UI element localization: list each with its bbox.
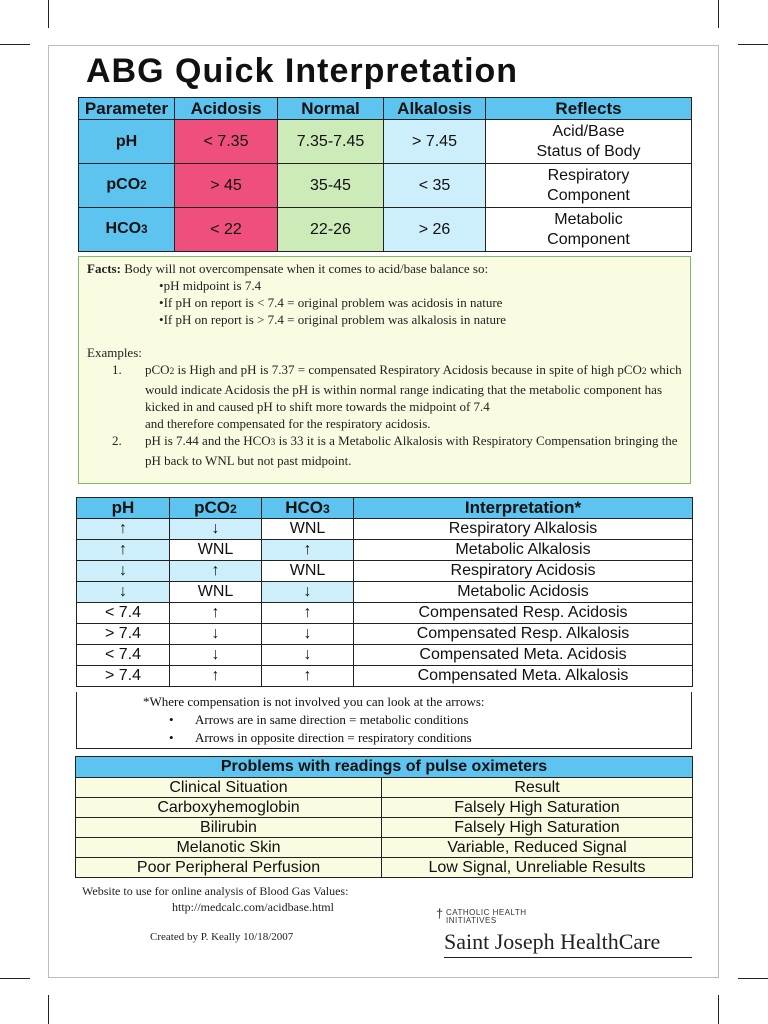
acidosis-cell: > 45 [175,164,278,208]
param-cell: pH [79,120,175,164]
param-cell [79,208,175,252]
ph-cell: < 7.4 [77,603,170,624]
ph-cell: < 7.4 [77,645,170,666]
table-row [76,838,693,858]
pco2-cell: WNL [170,540,262,561]
facts-intro-line [87,260,682,277]
result-cell: Falsely High Saturation [382,798,693,818]
down-arrow-icon: ↓ [170,645,262,666]
list-item: • pH midpoint is 7.4 [159,277,682,294]
subscript: 2 [230,502,237,516]
crop-mark [0,978,30,979]
reflects-line: Respiratory [547,166,630,184]
crop-mark [718,0,719,28]
arrows-note [76,692,692,749]
table-row [76,858,693,878]
subscript: 3 [270,438,276,448]
example-item [125,432,682,469]
subscript: 2 [641,367,647,377]
header-acidosis: Acidosis [175,98,278,120]
reflects-line: Component [547,186,630,204]
website-link[interactable]: http://medcalc.com/acidbase.html [172,900,334,914]
list-item: • If pH on report is < 7.4 = original problem was acidosis in nature [159,294,682,311]
table-row [77,624,693,645]
header-pco2 [170,498,262,519]
table-row [76,818,693,838]
header-interpretation: Interpretation* [354,498,693,519]
facts-intro: Body will not overcompensate when it comes to acid/base balance so: [124,261,489,276]
crop-mark [48,0,49,28]
param-text: pCO [106,176,141,193]
situation-cell: Bilirubin [76,818,382,838]
down-arrow-icon: ↓ [262,624,354,645]
crop-mark [48,995,49,1024]
facts-bullets [87,277,682,328]
hco3-cell: WNL [262,561,354,582]
table-row [77,582,693,603]
crop-mark [718,995,719,1024]
down-arrow-icon: ↓ [77,582,170,603]
up-arrow-icon: ↑ [262,540,354,561]
up-arrow-icon: ↑ [262,603,354,624]
crop-mark [738,44,768,45]
example-text: is High and pH is 7.37 = compensated Respiratory Acidosis because in spite of high pCO [174,362,642,377]
interpretation-cell: Respiratory Acidosis [354,561,693,582]
interpretation-cell: Respiratory Alkalosis [354,519,693,540]
header-result: Result [382,778,693,798]
up-arrow-icon: ↑ [77,540,170,561]
up-arrow-icon: ↑ [77,519,170,540]
table-header-row [77,498,693,519]
header-alkalosis: Alkalosis [384,98,486,120]
up-arrow-icon: ↑ [262,666,354,687]
header-normal: Normal [278,98,384,120]
crop-mark [0,44,30,45]
page-title: ABG Quick Interpretation [86,52,519,90]
example-text: is 33 it is a Metabolic Alkalosis with Respiratory Compensation bringing the pH back to WNL but not past midpoint. [145,433,678,468]
interpretation-cell: Metabolic Alkalosis [354,540,693,561]
result-cell: Falsely High Saturation [382,818,693,838]
hco3-cell: WNL [262,519,354,540]
crop-mark [738,978,768,979]
header-clinical-situation: Clinical Situation [76,778,382,798]
table-title-row [76,757,693,778]
cross-icon: † [436,906,444,921]
interpretation-cell: Compensated Meta. Alkalosis [354,666,693,687]
param-text: HCO [105,220,142,237]
reflects-cell [486,120,692,164]
reflects-line: Acid/Base [552,122,625,140]
examples-title: Examples: [87,345,142,360]
param-subscript: 2 [140,180,147,192]
reflects-cell [486,164,692,208]
reflects-line: Status of Body [536,142,641,160]
example-text: pH is 7.44 and the HCO [145,433,271,448]
table-header-row [76,778,693,798]
interpretation-cell: Compensated Resp. Acidosis [354,603,693,624]
header-hco3 [262,498,354,519]
table-row [76,798,693,818]
chi-text [446,909,527,925]
up-arrow-icon: ↑ [170,603,262,624]
situation-cell: Melanotic Skin [76,838,382,858]
acidosis-cell: < 22 [175,208,278,252]
table-row [79,120,692,164]
website-label: Website to use for online analysis of Blood Gas Values: [82,884,349,898]
normal-cell: 22-26 [278,208,384,252]
interpretation-cell: Metabolic Acidosis [354,582,693,603]
list-item: • Arrows in opposite direction = respiratory conditions [169,729,691,747]
down-arrow-icon: ↓ [262,582,354,603]
list-item: • Arrows are in same direction = metabolic conditions [169,711,691,729]
table-row [79,164,692,208]
normal-cell: 7.35-7.45 [278,120,384,164]
facts-box [78,256,691,484]
chi-line: INITIATIVES [446,916,497,925]
param-cell [79,164,175,208]
down-arrow-icon: ↓ [262,645,354,666]
alkalosis-cell: > 26 [384,208,486,252]
table-header-row [79,98,692,120]
header-text: HCO [285,498,323,517]
table-row [77,645,693,666]
example-text: pCO [145,362,170,377]
subscript: 2 [169,367,175,377]
down-arrow-icon: ↓ [77,561,170,582]
example-text: and therefore compensated for the respiratory acidosis. [145,416,431,431]
normal-cell: 35-45 [278,164,384,208]
up-arrow-icon: ↑ [170,666,262,687]
interpretation-table [76,497,693,687]
result-cell: Variable, Reduced Signal [382,838,693,858]
header-reflects: Reflects [486,98,692,120]
subscript: 3 [322,502,330,516]
table-row [79,208,692,252]
result-cell: Low Signal, Unreliable Results [382,858,693,878]
header-ph: pH [77,498,170,519]
org-logo-text: Saint Joseph HealthCare [444,929,661,954]
pulse-oximeter-table [75,756,693,878]
interpretation-cell: Compensated Resp. Alkalosis [354,624,693,645]
interpretation-cell: Compensated Meta. Acidosis [354,645,693,666]
alkalosis-cell: < 35 [384,164,486,208]
note-text: *Where compensation is not involved you can look at the arrows: [143,694,485,709]
up-arrow-icon: ↑ [170,561,262,582]
acidosis-cell: < 7.35 [175,120,278,164]
situation-cell: Carboxyhemoglobin [76,798,382,818]
alkalosis-cell: > 7.45 [384,120,486,164]
table-row [77,666,693,687]
table-row [77,519,693,540]
ph-cell: > 7.4 [77,624,170,645]
created-by: Created by P. Keally 10/18/2007 [150,931,294,943]
ph-cell: > 7.4 [77,666,170,687]
examples-list [87,361,682,469]
table-row [77,561,693,582]
reflects-cell [486,208,692,252]
reflects-line: Metabolic [554,210,623,228]
example-item [125,361,682,432]
table-title: Problems with readings of pulse oximeters [76,757,693,778]
down-arrow-icon: ↓ [170,519,262,540]
header-parameter: Parameter [79,98,175,120]
divider [444,957,692,958]
header-text: pCO [194,498,231,517]
pco2-cell: WNL [170,582,262,603]
table-row [77,603,693,624]
note-bullets [77,711,691,747]
reflects-line: Component [547,230,630,248]
example-text: which would indicate Acidosis the pH is within normal range indicating that the metabolic component has kicked in and caused pH to shift more towards the midpoint of 7.4 [145,362,682,414]
situation-cell: Poor Peripheral Perfusion [76,858,382,878]
list-item: • If pH on report is > 7.4 = original problem was alkalosis in nature [159,311,682,328]
param-subscript: 3 [141,224,148,236]
down-arrow-icon: ↓ [170,624,262,645]
abg-values-table [78,97,692,252]
facts-label: Facts: [87,261,121,276]
table-row [77,540,693,561]
chi-line: CATHOLIC HEALTH [446,908,527,917]
